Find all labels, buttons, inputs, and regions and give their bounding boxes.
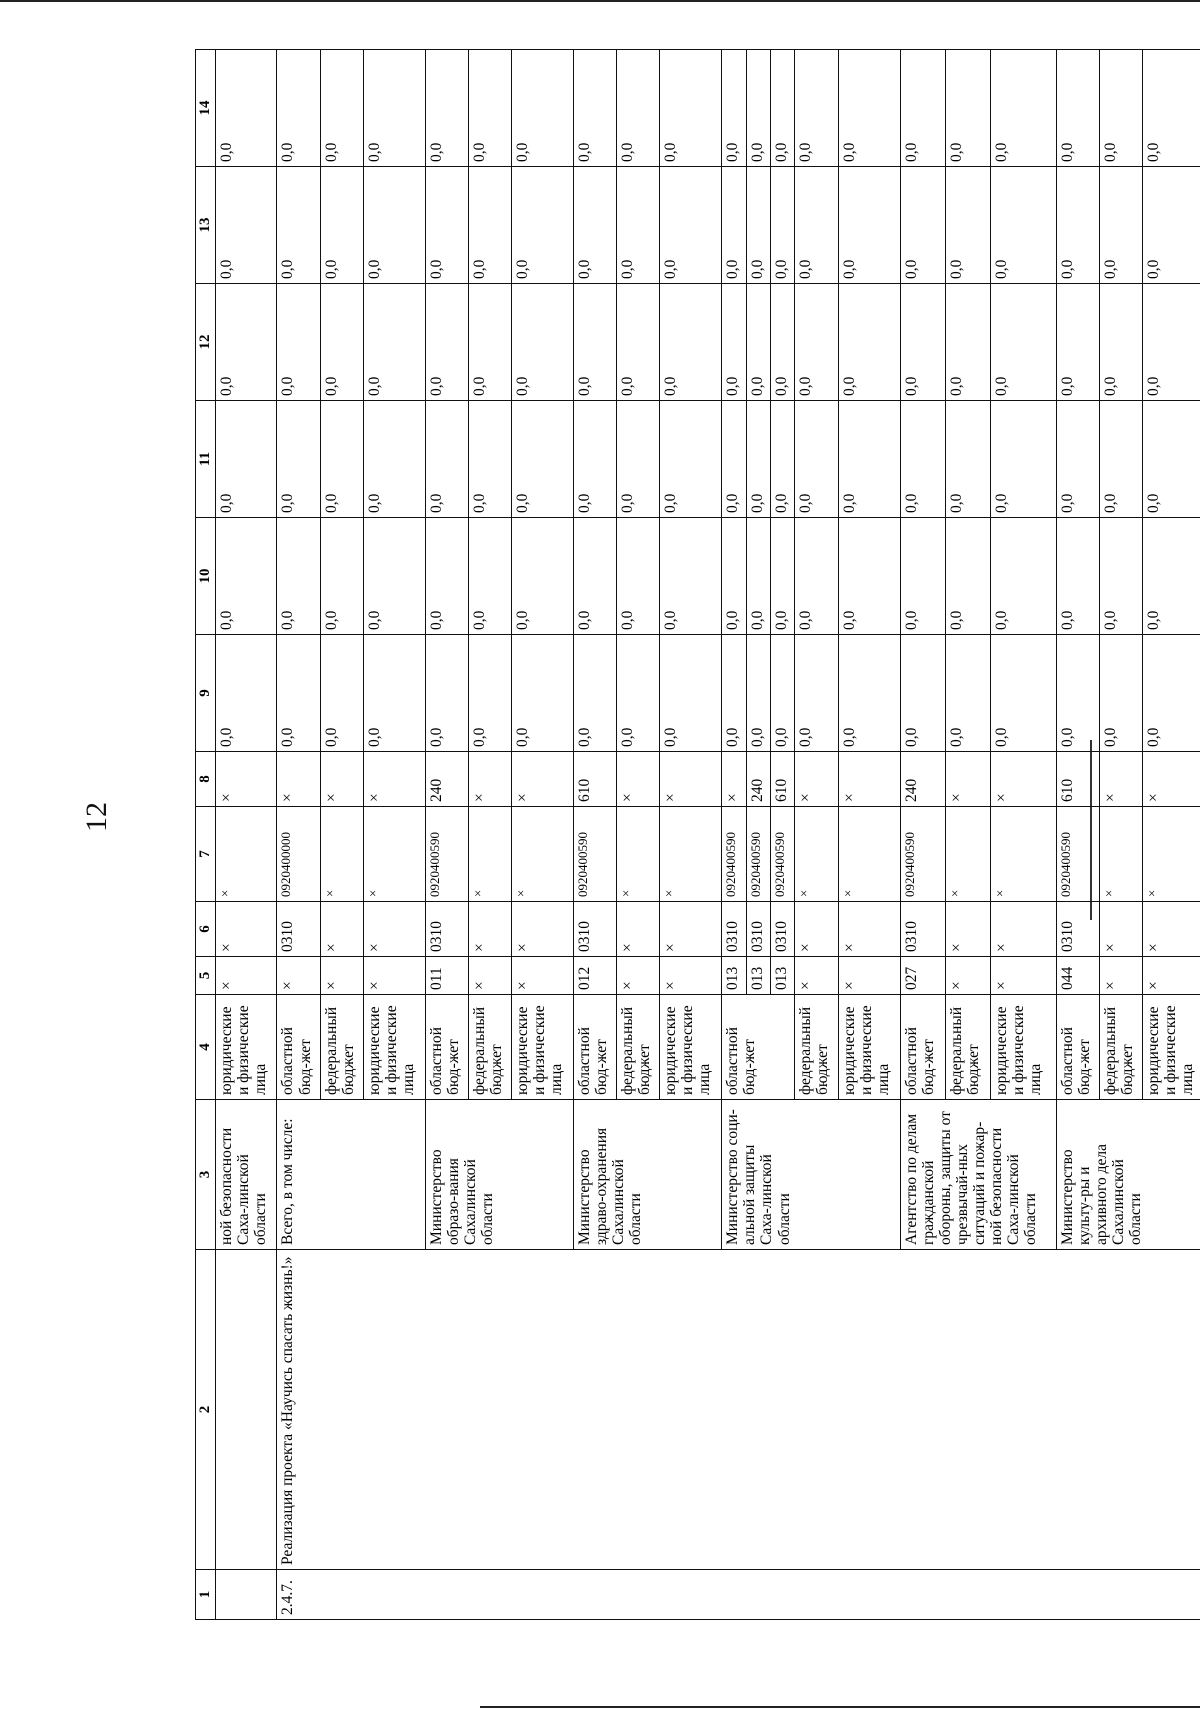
code-cell: × — [512, 752, 574, 807]
code-cell: × — [1142, 752, 1200, 807]
table-row — [277, 50, 320, 1620]
code-cell: 240 — [425, 752, 468, 807]
value-cell: 0,0 — [277, 635, 320, 752]
source-cell: федеральный бюджет — [1099, 995, 1142, 1100]
value-cell: 0,0 — [425, 284, 468, 401]
value-cell: 0,0 — [660, 401, 722, 518]
value-cell: 0,0 — [215, 284, 277, 401]
value-cell: 0,0 — [468, 167, 511, 284]
code-cell: 027 — [900, 957, 945, 995]
code-cell: 013 — [746, 957, 770, 995]
value-cell: 0,0 — [795, 167, 838, 284]
value-cell: 0,0 — [277, 167, 320, 284]
code-cell: 0310 — [574, 902, 617, 957]
value-cell: 0,0 — [900, 167, 945, 284]
value-cell: 0,0 — [838, 401, 900, 518]
value-cell: 0,0 — [795, 518, 838, 635]
code-cell: 0920400590 — [574, 807, 617, 902]
org-cell: ной безопасности Саха-линской области — [215, 1100, 277, 1250]
value-cell: 0,0 — [617, 635, 660, 752]
source-cell: юридические и физические лица — [512, 995, 574, 1100]
code-cell: × — [795, 752, 838, 807]
value-cell: 0,0 — [215, 50, 277, 167]
code-cell: × — [838, 807, 900, 902]
value-cell: 0,0 — [771, 167, 795, 284]
value-cell: 0,0 — [320, 401, 363, 518]
value-cell: 0,0 — [468, 284, 511, 401]
value-cell: 0,0 — [660, 518, 722, 635]
source-cell: областной бюд-жет — [425, 995, 468, 1100]
value-cell: 0,0 — [363, 167, 425, 284]
value-cell: 0,0 — [363, 635, 425, 752]
value-cell: 0,0 — [215, 635, 277, 752]
code-cell: × — [617, 957, 660, 995]
value-cell: 0,0 — [991, 518, 1056, 635]
value-cell: 0,0 — [574, 50, 617, 167]
code-cell: × — [363, 807, 425, 902]
code-cell: × — [991, 807, 1056, 902]
code-cell: × — [215, 752, 277, 807]
section-title-cell — [215, 1250, 277, 1570]
value-cell: 0,0 — [1099, 167, 1142, 284]
value-cell: 0,0 — [838, 284, 900, 401]
value-cell: 0,0 — [1142, 401, 1200, 518]
code-cell: × — [1142, 902, 1200, 957]
code-cell: × — [617, 752, 660, 807]
code-cell: 013 — [771, 957, 795, 995]
col-header: 8 — [196, 752, 216, 807]
value-cell: 0,0 — [746, 401, 770, 518]
value-cell: 0,0 — [363, 284, 425, 401]
value-cell: 0,0 — [425, 518, 468, 635]
budget-table-rotated — [195, 50, 1200, 1620]
col-header: 10 — [196, 518, 216, 635]
value-cell: 0,0 — [512, 50, 574, 167]
code-cell: × — [1099, 902, 1142, 957]
code-cell: × — [320, 807, 363, 902]
value-cell: 0,0 — [425, 401, 468, 518]
source-cell: федеральный бюджет — [468, 995, 511, 1100]
source-cell: юридические и физические лица — [363, 995, 425, 1100]
code-cell: 0920400590 — [746, 807, 770, 902]
code-cell: 0310 — [425, 902, 468, 957]
value-cell: 0,0 — [277, 284, 320, 401]
value-cell: 0,0 — [771, 284, 795, 401]
value-cell: 0,0 — [722, 401, 746, 518]
col-header: 2 — [196, 1250, 216, 1570]
code-cell: 240 — [900, 752, 945, 807]
value-cell: 0,0 — [574, 635, 617, 752]
value-cell: 0,0 — [722, 518, 746, 635]
col-header: 7 — [196, 807, 216, 902]
value-cell: 0,0 — [746, 50, 770, 167]
page-number: 12 — [80, 802, 113, 832]
value-cell: 0,0 — [215, 167, 277, 284]
code-cell: 0310 — [722, 902, 746, 957]
value-cell: 0,0 — [771, 635, 795, 752]
column-number-row — [196, 50, 216, 1620]
code-cell: 0310 — [771, 902, 795, 957]
code-cell: 011 — [425, 957, 468, 995]
value-cell: 0,0 — [722, 284, 746, 401]
code-cell: × — [945, 902, 990, 957]
value-cell: 0,0 — [617, 167, 660, 284]
value-cell: 0,0 — [277, 518, 320, 635]
value-cell: 0,0 — [215, 401, 277, 518]
value-cell: 0,0 — [771, 518, 795, 635]
org-cell: Министерство здраво-охранения Сахалинской области — [574, 1100, 722, 1250]
code-cell: × — [512, 807, 574, 902]
code-cell: × — [320, 752, 363, 807]
source-cell: областной бюд-жет — [722, 995, 795, 1100]
code-cell: 0920400590 — [900, 807, 945, 902]
code-cell: 240 — [746, 752, 770, 807]
source-cell: федеральный бюджет — [795, 995, 838, 1100]
value-cell: 0,0 — [991, 401, 1056, 518]
value-cell: 0,0 — [660, 50, 722, 167]
value-cell: 0,0 — [945, 635, 990, 752]
value-cell: 0,0 — [574, 518, 617, 635]
source-cell: юридические и физические лица — [215, 995, 277, 1100]
org-cell: Министерство образо-вания Сахалинской области — [425, 1100, 573, 1250]
value-cell: 0,0 — [574, 167, 617, 284]
code-cell: × — [945, 807, 990, 902]
value-cell: 0,0 — [1056, 518, 1099, 635]
value-cell: 0,0 — [363, 518, 425, 635]
value-cell: 0,0 — [900, 635, 945, 752]
value-cell: 0,0 — [320, 635, 363, 752]
value-cell: 0,0 — [617, 50, 660, 167]
code-cell: × — [617, 902, 660, 957]
table-row — [215, 50, 277, 1620]
code-cell: × — [468, 957, 511, 995]
source-cell: федеральный бюджет — [945, 995, 990, 1100]
source-cell: юридические и физические лица — [838, 995, 900, 1100]
value-cell: 0,0 — [746, 167, 770, 284]
source-cell: юридические и физические лица — [991, 995, 1056, 1100]
value-cell: 0,0 — [795, 635, 838, 752]
code-cell: × — [1099, 957, 1142, 995]
code-cell: 0920400590 — [1056, 807, 1099, 902]
code-cell: × — [1099, 807, 1142, 902]
value-cell: 0,0 — [468, 635, 511, 752]
row-id-cell — [215, 1570, 277, 1620]
code-cell: × — [795, 807, 838, 902]
col-header: 4 — [196, 995, 216, 1100]
value-cell: 0,0 — [746, 518, 770, 635]
code-cell: 0310 — [900, 902, 945, 957]
value-cell: 0,0 — [1056, 284, 1099, 401]
value-cell: 0,0 — [900, 50, 945, 167]
value-cell: 0,0 — [1056, 167, 1099, 284]
value-cell: 0,0 — [945, 50, 990, 167]
source-cell: областной бюд-жет — [574, 995, 617, 1100]
code-cell: × — [512, 957, 574, 995]
value-cell: 0,0 — [900, 284, 945, 401]
code-cell: 0920400590 — [425, 807, 468, 902]
value-cell: 0,0 — [617, 518, 660, 635]
code-cell: × — [660, 807, 722, 902]
value-cell: 0,0 — [771, 401, 795, 518]
code-cell: 044 — [1056, 957, 1099, 995]
value-cell: 0,0 — [1099, 401, 1142, 518]
source-cell: юридические и физические лица — [660, 995, 722, 1100]
org-cell: Министерство культу-ры и архивного дела Сахалинской области — [1056, 1100, 1200, 1250]
value-cell: 0,0 — [991, 635, 1056, 752]
value-cell: 0,0 — [795, 401, 838, 518]
code-cell: × — [363, 752, 425, 807]
value-cell: 0,0 — [277, 401, 320, 518]
value-cell: 0,0 — [1142, 167, 1200, 284]
value-cell: 0,0 — [746, 284, 770, 401]
code-cell: × — [320, 902, 363, 957]
value-cell: 0,0 — [746, 635, 770, 752]
org-cell: Агентство по делам гражданской обороны, защиты от чрезвычай-ных ситуаций и пожар-ной безопасности Саха-линской области — [900, 1100, 1056, 1250]
code-cell: × — [277, 752, 320, 807]
value-cell: 0,0 — [512, 167, 574, 284]
code-cell: × — [215, 807, 277, 902]
value-cell: 0,0 — [660, 167, 722, 284]
code-cell: 0310 — [277, 902, 320, 957]
source-cell: федеральный бюджет — [617, 995, 660, 1100]
code-cell: × — [512, 902, 574, 957]
value-cell: 0,0 — [838, 167, 900, 284]
col-header: 3 — [196, 1100, 216, 1250]
code-cell: × — [991, 902, 1056, 957]
value-cell: 0,0 — [363, 401, 425, 518]
code-cell: × — [945, 752, 990, 807]
code-cell: × — [945, 957, 990, 995]
value-cell: 0,0 — [574, 401, 617, 518]
value-cell: 0,0 — [795, 284, 838, 401]
code-cell: × — [660, 957, 722, 995]
col-header: 13 — [196, 167, 216, 284]
value-cell: 0,0 — [617, 284, 660, 401]
value-cell: 0,0 — [838, 50, 900, 167]
value-cell: 0,0 — [945, 401, 990, 518]
col-header: 1 — [196, 1570, 216, 1620]
code-cell: 0310 — [746, 902, 770, 957]
value-cell: 0,0 — [425, 50, 468, 167]
value-cell: 0,0 — [1056, 635, 1099, 752]
code-cell: × — [277, 957, 320, 995]
value-cell: 0,0 — [991, 167, 1056, 284]
code-cell: × — [468, 752, 511, 807]
org-cell: Министерство соци-альной защиты Саха-линской области — [722, 1100, 900, 1250]
value-cell: 0,0 — [1099, 518, 1142, 635]
section-id: 2.4.7. — [277, 1570, 1200, 1620]
code-cell: × — [1142, 807, 1200, 902]
value-cell: 0,0 — [363, 50, 425, 167]
code-cell: 013 — [722, 957, 746, 995]
value-cell: 0,0 — [945, 284, 990, 401]
section-title: Реализация проекта «Научись спасать жизнь!» — [277, 1250, 1200, 1570]
code-cell: × — [722, 752, 746, 807]
value-cell: 0,0 — [320, 284, 363, 401]
code-cell: × — [660, 752, 722, 807]
value-cell: 0,0 — [722, 167, 746, 284]
code-cell: 610 — [574, 752, 617, 807]
value-cell: 0,0 — [1099, 50, 1142, 167]
value-cell: 0,0 — [722, 635, 746, 752]
col-header: 14 — [196, 50, 216, 167]
code-cell: × — [363, 957, 425, 995]
value-cell: 0,0 — [1056, 401, 1099, 518]
code-cell: 0920400000 — [277, 807, 320, 902]
value-cell: 0,0 — [1142, 635, 1200, 752]
value-cell: 0,0 — [425, 635, 468, 752]
code-cell: 610 — [771, 752, 795, 807]
code-cell: × — [1142, 957, 1200, 995]
code-cell: × — [363, 902, 425, 957]
col-header: 11 — [196, 401, 216, 518]
code-cell: 0920400590 — [722, 807, 746, 902]
value-cell: 0,0 — [945, 518, 990, 635]
code-cell: × — [468, 902, 511, 957]
col-header: 6 — [196, 902, 216, 957]
source-cell: областной бюд-жет — [1056, 995, 1099, 1100]
value-cell: 0,0 — [468, 401, 511, 518]
code-cell: × — [795, 902, 838, 957]
source-cell: федеральный бюджет — [320, 995, 363, 1100]
code-cell: 0920400590 — [771, 807, 795, 902]
value-cell: 0,0 — [660, 635, 722, 752]
value-cell: 0,0 — [512, 635, 574, 752]
value-cell: 0,0 — [468, 518, 511, 635]
value-cell: 0,0 — [468, 50, 511, 167]
value-cell: 0,0 — [512, 518, 574, 635]
value-cell: 0,0 — [945, 167, 990, 284]
code-cell: × — [838, 957, 900, 995]
code-cell: 012 — [574, 957, 617, 995]
code-cell: × — [617, 807, 660, 902]
col-header: 9 — [196, 635, 216, 752]
org-cell: Всего, в том числе: — [277, 1100, 425, 1250]
value-cell: 0,0 — [991, 284, 1056, 401]
value-cell: 0,0 — [838, 518, 900, 635]
budget-table — [195, 49, 1200, 1620]
code-cell: × — [991, 957, 1056, 995]
code-cell: × — [795, 957, 838, 995]
value-cell: 0,0 — [1099, 284, 1142, 401]
value-cell: 0,0 — [512, 284, 574, 401]
value-cell: 0,0 — [771, 50, 795, 167]
code-cell: × — [1099, 752, 1142, 807]
value-cell: 0,0 — [795, 50, 838, 167]
code-cell: × — [838, 752, 900, 807]
table-body — [215, 50, 1200, 1620]
value-cell: 0,0 — [512, 401, 574, 518]
value-cell: 0,0 — [722, 50, 746, 167]
value-cell: 0,0 — [660, 284, 722, 401]
source-cell: областной бюд-жет — [277, 995, 320, 1100]
code-cell: × — [320, 957, 363, 995]
value-cell: 0,0 — [1142, 284, 1200, 401]
code-cell: 0310 — [1056, 902, 1099, 957]
value-cell: 0,0 — [320, 518, 363, 635]
value-cell: 0,0 — [215, 518, 277, 635]
value-cell: 0,0 — [991, 50, 1056, 167]
value-cell: 0,0 — [320, 167, 363, 284]
col-header: 12 — [196, 284, 216, 401]
value-cell: 0,0 — [1142, 50, 1200, 167]
value-cell: 0,0 — [320, 50, 363, 167]
value-cell: 0,0 — [425, 167, 468, 284]
code-cell: 610 — [1056, 752, 1099, 807]
value-cell: 0,0 — [574, 284, 617, 401]
col-header: 5 — [196, 957, 216, 995]
code-cell: × — [991, 752, 1056, 807]
value-cell: 0,0 — [617, 401, 660, 518]
source-cell: юридические и физические лица — [1142, 995, 1200, 1100]
top-scan-edge — [0, 0, 1200, 2]
value-cell: 0,0 — [1056, 50, 1099, 167]
code-cell: × — [215, 902, 277, 957]
code-cell: × — [838, 902, 900, 957]
value-cell: 0,0 — [900, 401, 945, 518]
source-cell: областной бюд-жет — [900, 995, 945, 1100]
bottom-scan-edge — [480, 1706, 1200, 1708]
value-cell: 0,0 — [1099, 635, 1142, 752]
value-cell: 0,0 — [838, 635, 900, 752]
value-cell: 0,0 — [1142, 518, 1200, 635]
code-cell: × — [660, 902, 722, 957]
code-cell: × — [215, 957, 277, 995]
code-cell: × — [468, 807, 511, 902]
value-cell: 0,0 — [277, 50, 320, 167]
value-cell: 0,0 — [900, 518, 945, 635]
